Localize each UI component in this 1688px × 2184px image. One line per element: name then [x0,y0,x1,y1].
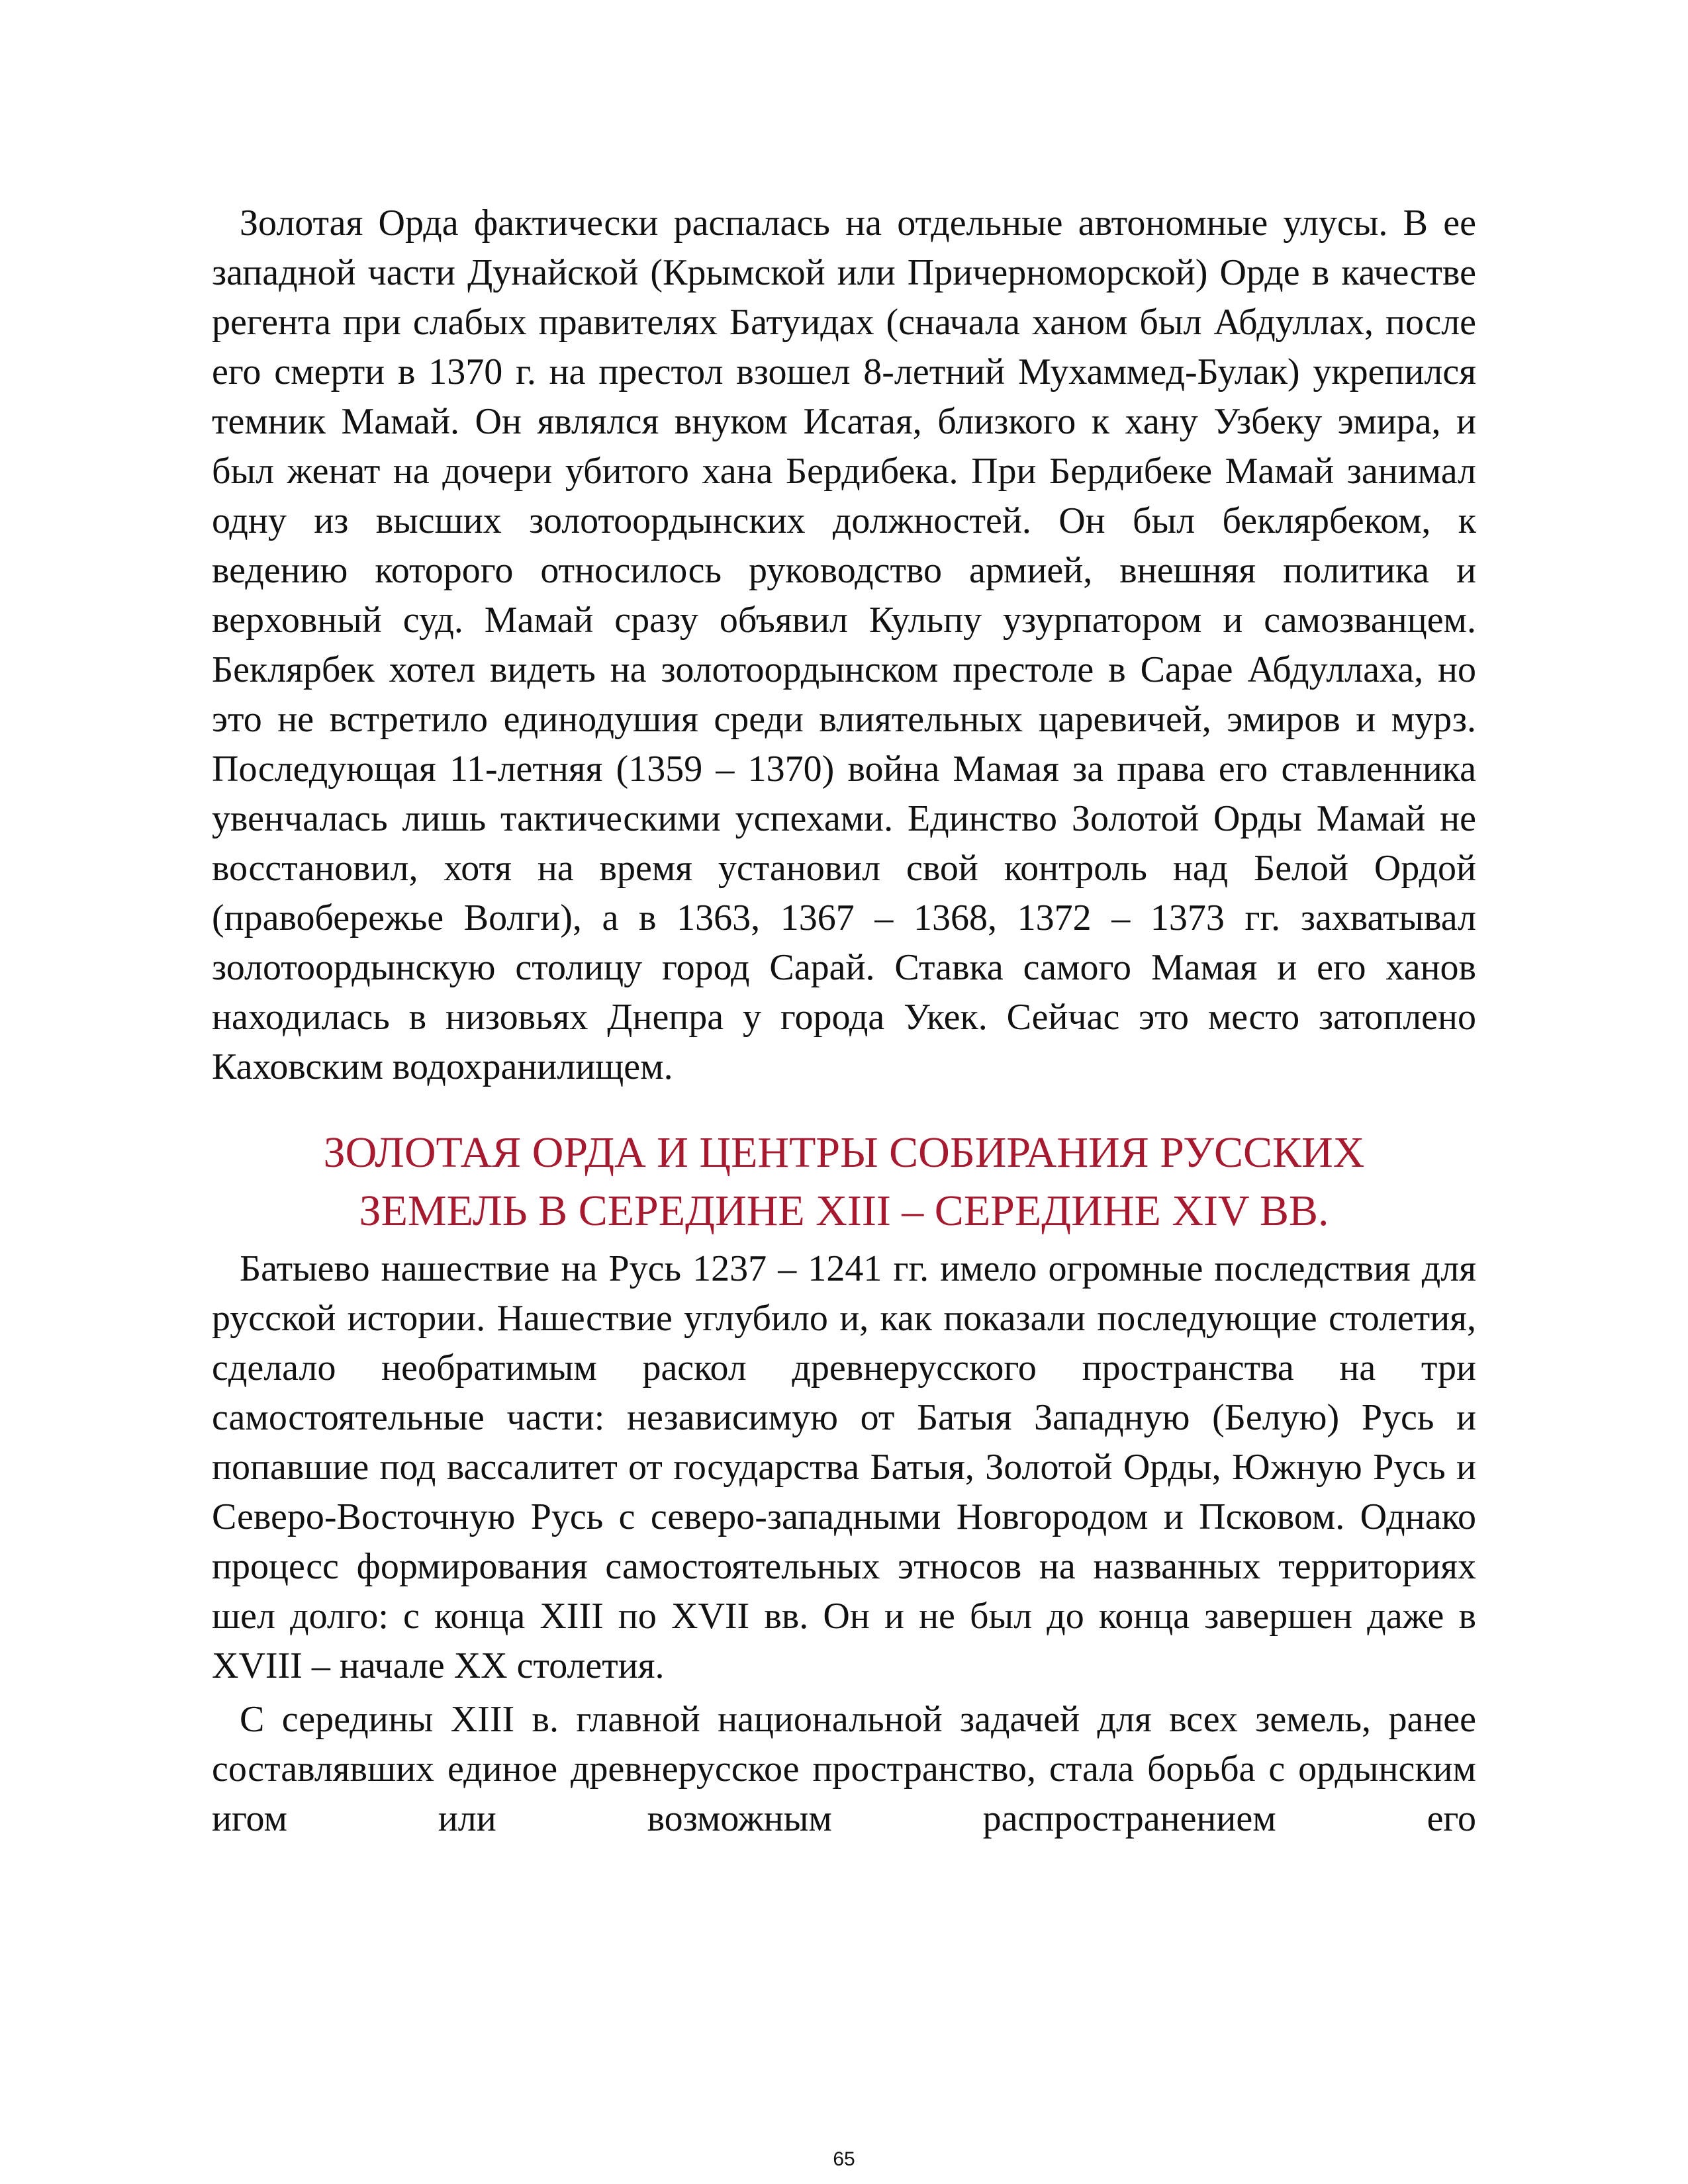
section-heading-line-2: ЗЕМЕЛЬ В СЕРЕДИНЕ XIII – СЕРЕДИНЕ XIV ВВ. [359,1187,1329,1235]
paragraph-batu-invasion: Батыево нашествие на Русь 1237 – 1241 гг. имело огромные последствия для русской истории. Нашествие углубило и, как показали последующие столетия, сделало необратимым раскол древнерусского пространства на три самостоятельные части: независимую от Батыя Западную (Белую) Русь и попавшие под вассалитет от государства Батыя, Золотой Орды, Южную Русь и Северо-Восточную Русь с северо-западными Новгородом и Псковом. Однако процесс формирования самостоятельных этносов на названных территориях шел долго: с конца XIII по XVII вв. Он и не был до конца завершен даже в XVIII – начале XX столетия. [212,1248,1476,1686]
page-body [212,199,1476,1844]
page-number: 65 [833,2148,855,2170]
paragraph-national-task: С середины XIII в. главной национальной задачей для всех земель, ранее составлявших единое древнерусское пространство, стала борьба с ордынским игом или возможным распространением его [212,1699,1476,1839]
paragraph-mamai: Золотая Орда фактически распалась на отдельные автономные улусы. В ее западной части Дунайской (Крымской или Причерноморской) Орде в качестве регента при слабых правителях Батуидах (сначала ханом был Абдуллах, после его смерти в 1370 г. на престол взошел 8-летний Мухаммед-Булак) укрепился темник Мамай. Он являлся внуком Исатая, близкого к хану Узбеку эмира, и был женат на дочери убитого хана Бердибека. При Бердибеке Мамай занимал одну из высших золотоордынских должностей. Он был беклярбеком, к ведению которого относилось руководство армией, внешняя политика и верховный суд. Мамай сразу объявил Кульпу узурпатором и самозванцем. Беклярбек хотел видеть на золотоордынском престоле в Сарае Абдуллаха, но это не встретило единодушия среди влиятельных царевичей, эмиров и мурз. Последующая 11-летняя (1359 – 1370) война Мамая за права его ставленника увенчалась лишь тактическими успехами. Единство Золотой Орды Мамай не восстановил, хотя на время установил свой контроль над Белой Ордой (правобережье Волги), а в 1363, 1367 – 1368, 1372 – 1373 гг. захватывал золотоордынскую столицу город Сарай. Ставка самого Мамая и его ханов находилась в низовьях Днепра у города Укек. Сейчас это место затоплено Каховским водохранилищем. [212,203,1476,1087]
section-heading-line-1: ЗОЛОТАЯ ОРДА И ЦЕНТРЫ СОБИРАНИЯ РУССКИХ [323,1128,1365,1177]
section-heading [212,1124,1476,1240]
